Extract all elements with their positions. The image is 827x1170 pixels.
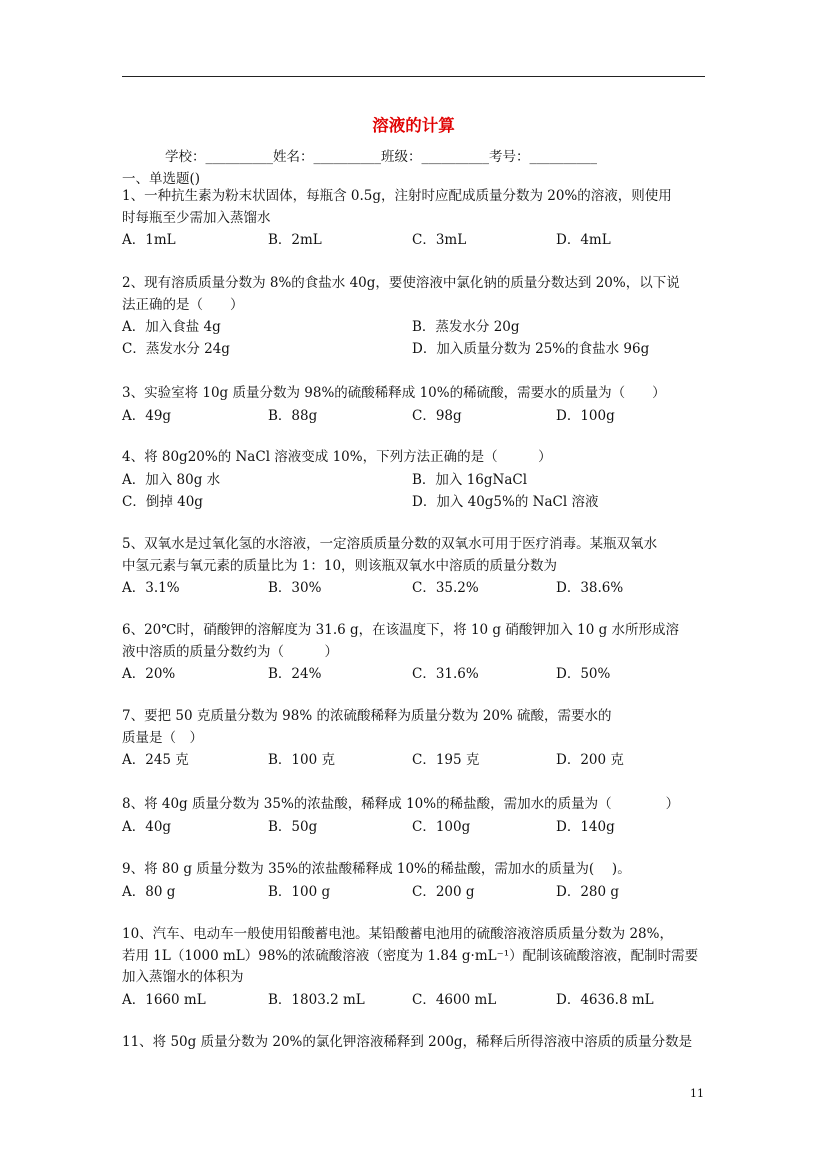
class-label: 班级：: [381, 149, 422, 165]
question-5: [122, 534, 722, 599]
question-text-line: 5、双氧水是过氧化氢的水溶液，一定溶质质量分数的双氧水可用于医疗消毒。某瓶双氧水: [122, 536, 658, 552]
name-label: 姓名：: [273, 149, 314, 165]
option-c: C．98g: [412, 407, 462, 424]
question-text-line: 若用 1L（1000 mL）98%的浓硫酸溶液（密度为 1.84 g·mL⁻¹）配制该硫酸溶液，配制时需要: [122, 947, 699, 964]
option-d: D．4636.8 mL: [556, 991, 654, 1008]
question-7: [122, 706, 722, 771]
option-a: A．20%: [122, 666, 176, 682]
question-text-line: 液中溶质的质量分数约为（ ）: [122, 643, 338, 660]
option-b: B．30%: [268, 580, 322, 596]
question-1: [122, 186, 722, 251]
exam-number-label: 考号：: [489, 149, 530, 165]
class-blank: __________: [421, 149, 489, 165]
option-d: D．38.6%: [556, 580, 624, 596]
question-3: [122, 383, 722, 427]
question-text-line: 加入蒸馏水的体积为: [122, 969, 244, 985]
option-c: C．4600 mL: [412, 991, 497, 1008]
option-d: D．100g: [556, 407, 615, 424]
question-text-line: 9、将 80 g 质量分数为 35%的浓盐酸稀释成 10%的稀盐酸，需加水的质量为( )。: [122, 861, 631, 877]
option-d: D．加入 40g5%的 NaCl 溶液: [412, 493, 599, 510]
option-a: A．40g: [122, 818, 172, 835]
option-a: A．加入 80g 水: [122, 471, 221, 488]
option-c: C．倒掉 40g: [122, 493, 203, 510]
option-c: C．195 克: [412, 752, 480, 768]
question-text-line: 时每瓶至少需加入蒸馏水: [122, 209, 271, 226]
question-text-line: 11、将 50g 质量分数为 20%的氯化钾溶液稀释到 200g，稀释后所得溶液中溶质的质量分数是: [122, 1034, 693, 1050]
option-b: B．加入 16gNaCl: [412, 471, 528, 488]
question-text-line: 3、实验室将 10g 质量分数为 98%的硫酸稀释成 10%的稀硫酸，需要水的质量为（ ）: [122, 385, 666, 401]
option-b: B．100 克: [268, 752, 335, 768]
exam-number-blank: __________: [529, 149, 597, 165]
option-a: A．1660 mL: [122, 991, 206, 1008]
page-title: 溶液的计算: [372, 116, 455, 135]
option-b: B．2mL: [268, 232, 322, 248]
option-d: D．加入质量分数为 25%的食盐水 96g: [412, 341, 650, 357]
option-a: A．245 克: [122, 752, 189, 768]
question-text-line: 7、要把 50 克质量分数为 98% 的浓硫酸稀释为质量分数为 20% 硫酸，需要水的: [122, 708, 612, 724]
section-heading: 一、单选题(): [122, 171, 201, 187]
page-number: 11: [690, 1087, 704, 1100]
option-c: C．200 g: [412, 883, 475, 900]
question-text-line: 中氢元素与氧元素的质量比为 1：10，则该瓶双氧水中溶质的质量分数为: [122, 557, 558, 574]
option-c: C．35.2%: [412, 580, 479, 596]
option-b: B．蒸发水分 20g: [412, 319, 520, 335]
question-9: [122, 859, 722, 903]
option-a: A．49g: [122, 407, 172, 424]
question-text-line: 2、现有溶质质量分数为 8%的食盐水 40g，要使溶液中氯化钠的质量分数达到 20%，以下说: [122, 275, 680, 291]
option-c: C．31.6%: [412, 666, 479, 682]
question-11: [122, 1032, 722, 1054]
option-d: D．200 克: [556, 752, 624, 768]
option-b: B．88g: [268, 407, 318, 424]
option-b: B．24%: [268, 666, 322, 682]
question-8: [122, 794, 722, 838]
option-b: B．1803.2 mL: [268, 991, 365, 1008]
option-d: D．280 g: [556, 883, 620, 900]
option-a: A．加入食盐 4g: [122, 319, 221, 335]
school-label: 学校：: [165, 149, 206, 165]
option-b: B．50g: [268, 818, 318, 835]
option-a: A．80 g: [122, 883, 176, 900]
question-2: [122, 273, 722, 360]
school-blank: __________: [205, 149, 273, 165]
question-text-line: 10、汽车、电动车一般使用铅酸蓄电池。某铅酸蓄电池用的硫酸溶液溶质质量分数为 28%，: [122, 926, 673, 942]
option-a: A．3.1%: [122, 580, 180, 596]
option-a: A．1mL: [122, 232, 176, 248]
question-4: [122, 447, 722, 513]
name-blank: __________: [313, 149, 381, 165]
option-d: D．50%: [556, 666, 611, 682]
option-d: D．140g: [556, 818, 615, 835]
option-c: C．3mL: [412, 232, 467, 248]
question-text-line: 法正确的是（ ）: [122, 296, 244, 313]
student-info-line: [165, 145, 597, 165]
option-c: C．蒸发水分 24g: [122, 341, 230, 357]
question-text-line: 6、20℃时，硝酸钾的溶解度为 31.6 g，在该温度下，将 10 g 硝酸钾加入 10 g 水所形成溶: [122, 622, 680, 638]
option-d: D．4mL: [556, 232, 611, 248]
option-b: B．100 g: [268, 883, 331, 900]
question-6: [122, 620, 722, 685]
question-text-line: 1、一种抗生素为粉末状固体，每瓶含 0.5g，注射时应配成质量分数为 20%的溶液，则使用: [122, 188, 672, 204]
question-text-line: 4、将 80g20%的 NaCl 溶液变成 10%，下列方法正确的是（ ）: [122, 449, 552, 465]
option-c: C．100g: [412, 818, 471, 835]
question-10: [122, 924, 722, 1011]
question-text-line: 质量是（ ）: [122, 729, 203, 746]
header-rule: [122, 76, 705, 77]
question-text-line: 8、将 40g 质量分数为 35%的浓盐酸，稀释成 10%的稀盐酸，需加水的质量为（ ）: [122, 796, 680, 812]
